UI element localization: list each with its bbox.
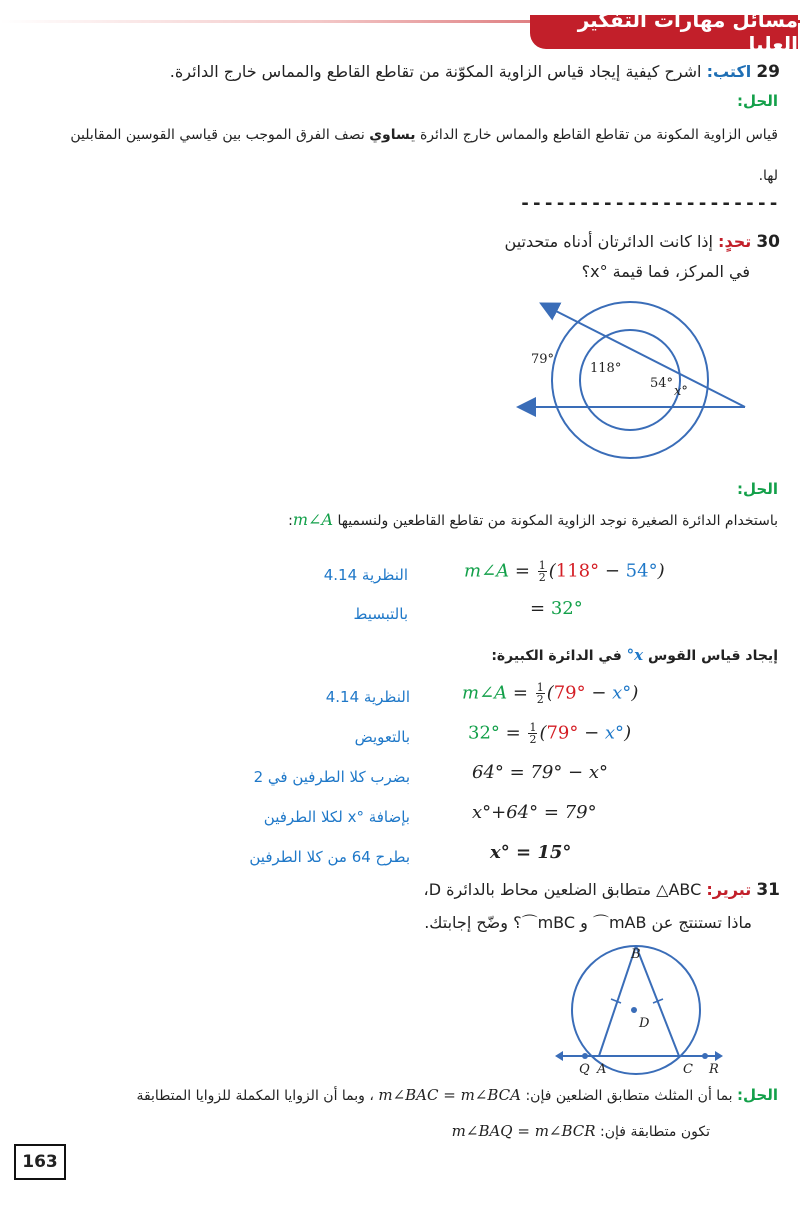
q31-answer-part2: ، وبما أن الزوايا المكملة للزوايا المتطابقة (136, 1088, 374, 1104)
step5-reason: بضرب كلا الطرفين في 2 (253, 768, 410, 786)
q31-number: 31 (756, 880, 780, 900)
step2-expr (530, 598, 583, 619)
step3-v1: 79° (553, 682, 586, 704)
q30-line1: إذا كانت الدائرتان أدناه متحدتين (504, 232, 713, 251)
step1-eq: = (514, 560, 530, 582)
label-54: 54° (650, 376, 674, 391)
step4-frac (528, 722, 537, 745)
q29-answer-bold: يساوي (369, 127, 416, 143)
separator: ---------------------- (519, 193, 780, 214)
q30-keyword: تحدٍ: (718, 232, 752, 251)
q31-answer (8, 1086, 778, 1104)
step3-expr: m∠A = $\frac{1}{2} (79^\circ - x^\circ)$ (462, 681, 639, 706)
secant-line (548, 307, 745, 407)
q29-number: 29 (756, 62, 780, 82)
step1-frac-den: 2 (538, 571, 546, 584)
q30-subheading (491, 646, 778, 664)
q29-answer (18, 120, 778, 150)
step5-expr: 64° = 79° − x° (472, 762, 609, 783)
q31-line2: ماذا تستنتج عن mAB⌒ و mBC⌒؟ وضّح إجابتك. (424, 913, 752, 932)
q31-solution-label: الحل: (737, 1086, 778, 1104)
step4-v2: x° (604, 722, 625, 744)
q31-answer-math1: m∠BAC = m∠BCA (378, 1086, 521, 1104)
q30-prompt (450, 232, 780, 252)
q29-text: اشرح كيفية إيجاد قياس الزاوية المكوّنة من تقاطع القاطع والمماس خارج الدائرة. (169, 62, 702, 81)
step3-frac-num: 1 (536, 681, 544, 694)
label-b: B (631, 947, 641, 962)
step4-lhs: 32° (468, 722, 500, 744)
q31-keyword: تبرير: (706, 880, 752, 899)
step1-expr: m∠A = $\frac{1}{2} (118^\circ - 54^\circ)$ (464, 559, 665, 584)
step1-frac-num: 1 (538, 559, 546, 572)
q29-answer-line2: لها. (758, 168, 778, 184)
step4-frac-den: 2 (529, 733, 537, 746)
q30-number: 30 (756, 232, 780, 252)
q31-prompt (420, 880, 780, 900)
q30-intro: باستخدام الدائرة الصغيرة نوجد الزاوية المكونة من تقاطع القاطعين ولنسميها m∠A: (288, 510, 778, 529)
arrow-left (555, 1051, 563, 1061)
step7-reason: بطرح 64 من كلا الطرفين (249, 848, 410, 866)
step2-reason: بالتبسيط (353, 605, 408, 623)
q29-answer-part1: قياس الزاوية المكونة من تقاطع القاطع والمماس خارج الدائرة (419, 127, 778, 143)
q30-intro-text: باستخدام الدائرة الصغيرة نوجد الزاوية المكونة من تقاطع القاطعين ولنسميها (337, 513, 778, 529)
q29-keyword: اكتب: (706, 62, 752, 81)
q31-line1: ABC△ متطابق الضلعين محاط بالدائرة D، (423, 880, 702, 899)
step3-lhs: m∠A (462, 682, 508, 704)
step3-frac-den: 2 (536, 693, 544, 706)
step4-frac-num: 1 (529, 721, 537, 734)
step3-v2: x° (612, 682, 632, 704)
step1-v1: 118° (555, 560, 600, 582)
label-r: R (709, 1062, 719, 1075)
q30-figure (490, 295, 775, 465)
point-q (582, 1053, 588, 1059)
label-x: x° (674, 384, 688, 399)
page-number: 163 (14, 1144, 66, 1180)
label-d: D (639, 1016, 650, 1031)
step3-reason: النظرية 4.14 (325, 688, 410, 706)
q30-subheading-text: إيجاد قياس القوس (647, 648, 778, 664)
q31-answer-math2: m∠BAQ = m∠BCR (451, 1122, 596, 1140)
q29-prompt (10, 62, 780, 82)
step2-eq: = (530, 598, 546, 619)
q31-figure (545, 945, 735, 1075)
step2-result: 32° (550, 598, 583, 619)
step4-expr: 32° = $\frac{1}{2} (79^\circ - x^\circ)$ (468, 721, 632, 746)
q31-answer-line2 (452, 1122, 710, 1140)
step4-v1: 79° (546, 722, 579, 744)
step4-reason: بالتعويض (354, 728, 410, 746)
step6-expr: x°+64° = 79° (472, 802, 597, 823)
q30-subheading-end: في الدائرة الكبيرة: (491, 648, 622, 664)
step3-frac (536, 682, 545, 705)
step1-op: − (604, 560, 620, 582)
center-d (631, 1007, 637, 1013)
q29-answer-part2: نصف الفرق الموجب بين قياسي القوسين المقابلين (70, 127, 365, 143)
q30-subheading-math: x° (626, 646, 644, 664)
step1-reason: النظرية 4.14 (323, 566, 408, 584)
point-r (702, 1053, 708, 1059)
label-79: 79° (531, 352, 555, 367)
outer-circle (552, 302, 708, 458)
step1-v2: 54° (625, 560, 658, 582)
step6-reason: بإضافة °x لكلا الطرفين (263, 808, 410, 826)
step1-frac (538, 560, 547, 583)
step1-lhs: m∠A (464, 560, 510, 582)
q31-answer-line2-text: تكون متطابقة فإن: (600, 1124, 710, 1140)
q31-answer-part1: بما أن المثلث متطابق الضلعين فإن: (525, 1088, 733, 1104)
q30-line2: في المركز، فما قيمة °x؟ (581, 262, 750, 281)
label-a: A (597, 1062, 607, 1075)
q30-intro-math: m∠A (292, 510, 334, 529)
section-banner: مسائل مهارات التفكير العليا (530, 15, 798, 49)
q29-solution-label: الحل: (737, 92, 778, 110)
arrow-right (715, 1051, 723, 1061)
step7-expr: x° = 15° (490, 842, 572, 863)
label-118: 118° (590, 361, 622, 376)
label-q: Q (579, 1062, 590, 1075)
label-c: C (683, 1062, 693, 1075)
q30-solution-label: الحل: (737, 480, 778, 498)
